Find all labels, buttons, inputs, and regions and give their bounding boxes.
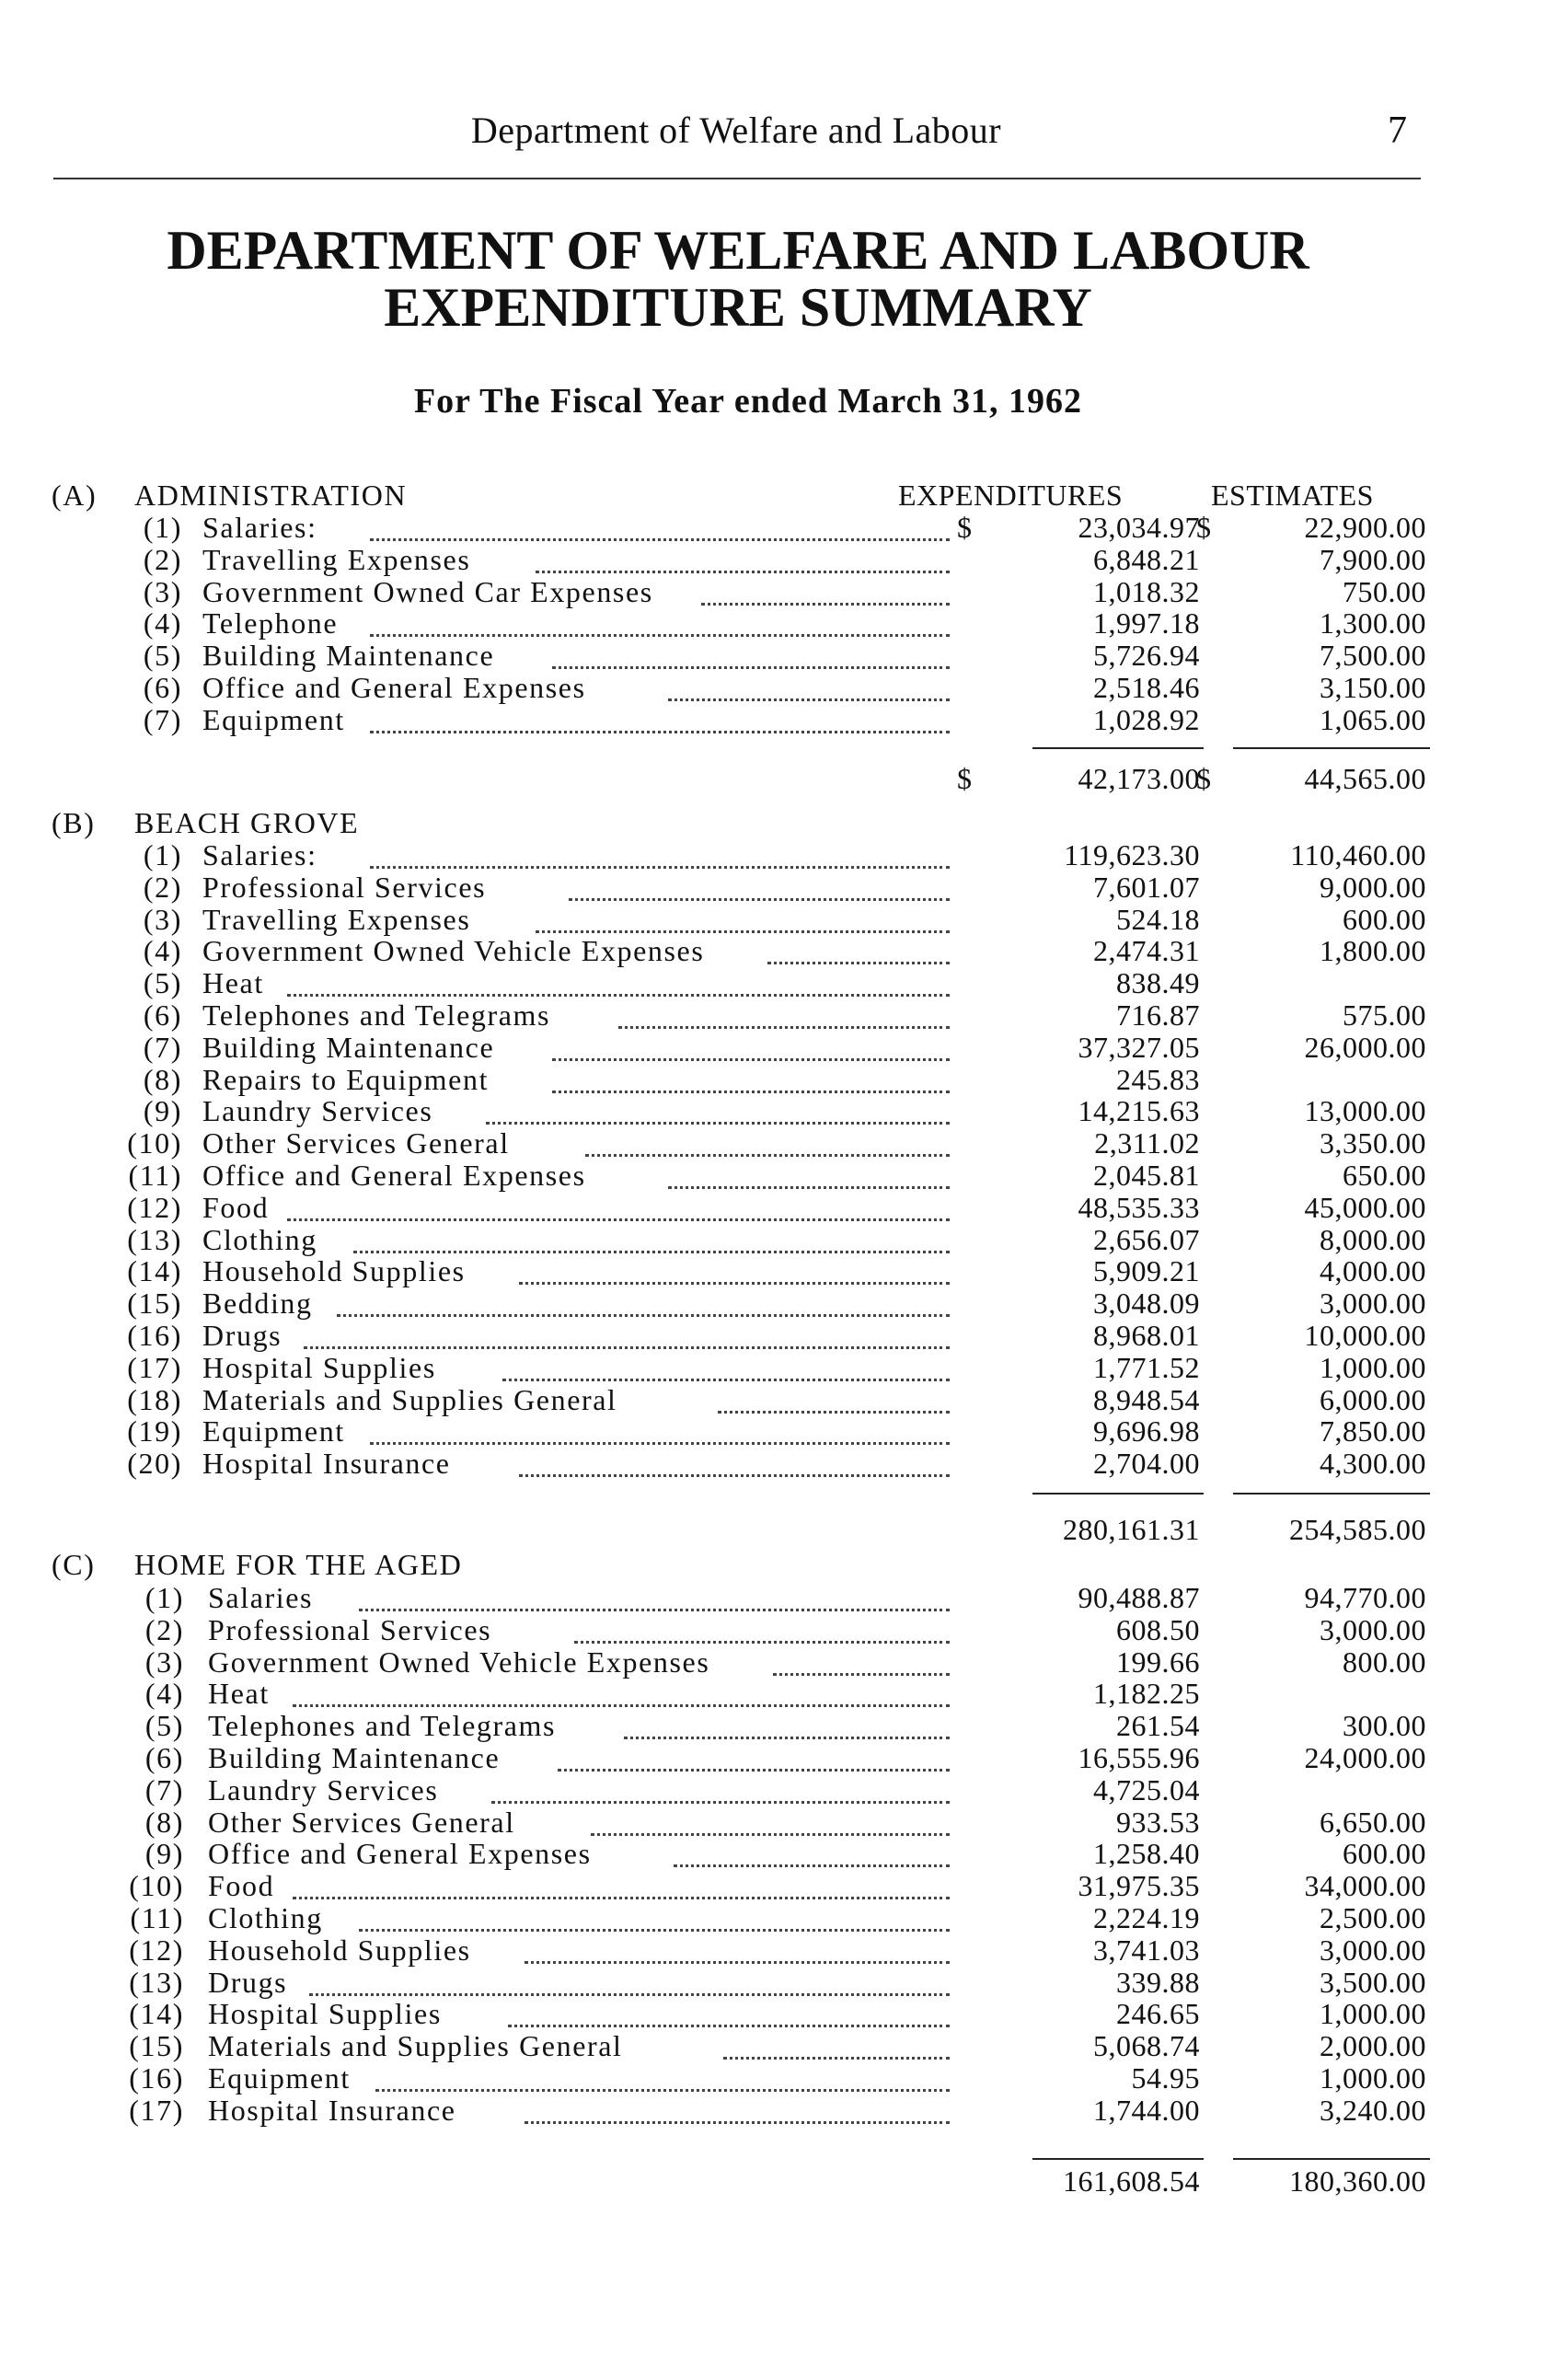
item-number: (7) xyxy=(143,1030,182,1064)
table-row xyxy=(0,903,1568,936)
table-row xyxy=(0,2061,1568,2095)
estimate-value: 2,500.00 xyxy=(1320,1901,1426,1934)
table-row xyxy=(0,871,1568,904)
item-number: (2) xyxy=(143,542,182,576)
table-row xyxy=(0,1287,1568,1320)
item-number: (17) xyxy=(127,1350,182,1384)
expenditure-value: 54.95 xyxy=(1131,2061,1200,2095)
table-row xyxy=(0,1063,1568,1096)
table-row xyxy=(0,1319,1568,1352)
table-row xyxy=(0,1806,1568,1839)
estimate-value: 26,000.00 xyxy=(1304,1030,1426,1064)
item-number: (10) xyxy=(129,1869,184,1903)
section-name: BEACH GROVE xyxy=(134,806,360,839)
dot-leader xyxy=(287,975,950,997)
dot-leader xyxy=(293,1686,950,1707)
table-row xyxy=(0,1254,1568,1287)
item-description: Hospital Supplies xyxy=(202,1350,436,1384)
item-description: Clothing xyxy=(208,1901,323,1934)
estimate-value: 1,000.00 xyxy=(1320,1350,1426,1384)
expenditure-value: 245.83 xyxy=(1116,1062,1200,1096)
expenditure-value: 524.18 xyxy=(1116,902,1200,936)
dot-leader xyxy=(585,1136,950,1157)
expenditure-value: 37,327.05 xyxy=(1078,1030,1200,1064)
expenditure-value: 5,068.74 xyxy=(1093,2029,1200,2063)
item-number: (9) xyxy=(144,1837,184,1871)
currency-symbol: $ xyxy=(957,511,974,544)
expenditure-value: 1,771.52 xyxy=(1093,1350,1200,1384)
estimate-value: 34,000.00 xyxy=(1304,1869,1426,1903)
expenditure-value: 3,741.03 xyxy=(1093,1933,1200,1967)
column-header-estimates: ESTIMATES xyxy=(1211,479,1374,512)
item-number: (5) xyxy=(144,1709,184,1743)
estimate-value: 7,500.00 xyxy=(1320,639,1426,673)
section-header xyxy=(0,1548,1568,1581)
table-row xyxy=(0,1223,1568,1256)
item-description: Hospital Insurance xyxy=(202,1447,451,1481)
item-number: (6) xyxy=(144,1741,184,1774)
expenditure-value: 14,215.63 xyxy=(1078,1094,1200,1128)
expenditure-value: 5,726.94 xyxy=(1093,639,1200,673)
running-title: Department of Welfare and Labour xyxy=(470,110,1002,151)
table-row xyxy=(0,838,1568,871)
estimate-value: 10,000.00 xyxy=(1304,1319,1426,1352)
section-letter: (C) xyxy=(52,1548,96,1581)
dot-leader xyxy=(287,1200,950,1221)
total-rule-estimates xyxy=(1233,2158,1430,2160)
section-total-estimates: 254,585.00 xyxy=(1289,1513,1426,1546)
section-letter: (B) xyxy=(52,806,96,839)
dot-leader xyxy=(491,1783,950,1804)
estimate-value: 650.00 xyxy=(1343,1159,1426,1192)
dot-leader xyxy=(519,1456,950,1477)
item-number: (14) xyxy=(127,1254,182,1288)
table-row xyxy=(0,1837,1568,1870)
estimate-value: 13,000.00 xyxy=(1304,1094,1426,1128)
estimate-value: 8,000.00 xyxy=(1320,1222,1426,1256)
estimate-value: 1,000.00 xyxy=(1320,1997,1426,2031)
section-total-row xyxy=(0,2164,1568,2198)
dot-leader xyxy=(486,1103,950,1125)
item-number: (3) xyxy=(144,1645,184,1679)
table-row xyxy=(0,1709,1568,1742)
dot-leader xyxy=(304,1328,950,1349)
expenditure-value: 1,182.25 xyxy=(1093,1677,1200,1711)
dot-leader xyxy=(353,1232,950,1253)
item-description: Hospital Insurance xyxy=(208,2093,456,2127)
estimate-value: 1,800.00 xyxy=(1320,934,1426,968)
dot-leader xyxy=(723,2038,950,2060)
item-description: Equipment xyxy=(202,702,345,736)
expenditure-value: 6,848.21 xyxy=(1093,542,1200,576)
column-header-expenditures: EXPENDITURES xyxy=(898,479,1124,512)
estimate-value: 6,650.00 xyxy=(1320,1805,1426,1839)
estimate-value: 3,500.00 xyxy=(1320,1965,1426,1999)
dot-leader xyxy=(508,2006,950,2027)
estimate-value: 1,300.00 xyxy=(1320,606,1426,641)
table-row xyxy=(0,1677,1568,1710)
section-total-row xyxy=(0,1513,1568,1546)
table-row xyxy=(0,606,1568,640)
item-description: Office and General Expenses xyxy=(208,1837,592,1871)
table-row xyxy=(0,2029,1568,2062)
expenditure-value: 5,909.21 xyxy=(1093,1254,1200,1288)
expenditure-value: 9,696.98 xyxy=(1093,1414,1200,1448)
item-number: (13) xyxy=(129,1965,184,1999)
item-number: (18) xyxy=(127,1382,182,1416)
estimate-value: 600.00 xyxy=(1343,902,1426,936)
table-row xyxy=(0,1094,1568,1127)
item-number: (1) xyxy=(143,511,182,544)
item-number: (5) xyxy=(143,966,182,1000)
section-letter: (A) xyxy=(52,479,98,512)
estimate-value: 4,000.00 xyxy=(1320,1254,1426,1288)
item-description: Clothing xyxy=(202,1222,317,1256)
estimate-value: 3,000.00 xyxy=(1320,1287,1426,1321)
table-row xyxy=(0,639,1568,672)
dot-leader xyxy=(337,1296,950,1317)
item-number: (12) xyxy=(127,1190,182,1224)
expenditure-value: 1,258.40 xyxy=(1093,1837,1200,1871)
section-name: ADMINISTRATION xyxy=(134,479,408,512)
dot-leader xyxy=(375,2071,950,2092)
dot-leader xyxy=(519,1264,950,1285)
dot-leader xyxy=(624,1718,950,1739)
estimate-value: 750.00 xyxy=(1343,574,1426,608)
estimate-value: 600.00 xyxy=(1343,1837,1426,1871)
table-row xyxy=(0,1351,1568,1384)
estimate-value: 24,000.00 xyxy=(1304,1741,1426,1774)
table-row xyxy=(0,1645,1568,1679)
dot-leader xyxy=(674,1846,950,1867)
dot-leader xyxy=(668,1168,950,1189)
dot-leader xyxy=(359,1590,950,1611)
section-total-row xyxy=(0,762,1568,795)
item-number: (16) xyxy=(129,2061,184,2095)
table-row xyxy=(0,2094,1568,2127)
expenditure-value: 339.88 xyxy=(1116,1965,1200,1999)
section-name: HOME FOR THE AGED xyxy=(134,1548,463,1581)
dot-leader xyxy=(574,1622,950,1644)
dot-leader xyxy=(525,1943,950,1964)
item-description: Food xyxy=(202,1190,270,1224)
item-number: (1) xyxy=(143,838,182,871)
item-number: (11) xyxy=(130,1901,184,1934)
item-description: Other Services General xyxy=(208,1805,515,1839)
item-description: Heat xyxy=(208,1677,270,1711)
item-number: (6) xyxy=(143,998,182,1032)
item-description: Repairs to Equipment xyxy=(202,1062,490,1096)
dot-leader xyxy=(370,520,950,541)
item-number: (7) xyxy=(143,702,182,736)
item-description: Telephones and Telegrams xyxy=(208,1709,557,1743)
item-number: (12) xyxy=(129,1933,184,1967)
total-rule-expenditures xyxy=(1032,1493,1204,1495)
table-row xyxy=(0,1191,1568,1224)
item-description: Building Maintenance xyxy=(202,639,495,673)
item-number: (3) xyxy=(143,902,182,936)
table-row xyxy=(0,575,1568,608)
table-row xyxy=(0,966,1568,999)
expenditure-value: 2,656.07 xyxy=(1093,1222,1200,1256)
estimate-value: 110,460.00 xyxy=(1290,838,1426,871)
item-description: Building Maintenance xyxy=(208,1741,501,1774)
expenditure-value: 1,028.92 xyxy=(1093,702,1200,736)
main-title-line-2: EXPENDITURE SUMMARY xyxy=(384,277,1092,338)
item-number: (20) xyxy=(127,1447,182,1481)
table-row xyxy=(0,703,1568,736)
estimate-value: 22,900.00 xyxy=(1304,511,1426,544)
item-description: Household Supplies xyxy=(208,1933,471,1967)
item-number: (15) xyxy=(127,1287,182,1321)
item-description: Household Supplies xyxy=(202,1254,466,1288)
expenditure-value: 2,311.02 xyxy=(1094,1126,1200,1160)
item-number: (5) xyxy=(143,639,182,673)
dot-leader xyxy=(767,943,950,964)
main-title-line-1: DEPARTMENT OF WELFARE AND LABOUR xyxy=(167,220,1309,281)
item-description: Drugs xyxy=(202,1319,282,1352)
dot-leader xyxy=(668,680,950,701)
estimate-value: 7,900.00 xyxy=(1320,542,1426,576)
table-row xyxy=(0,1933,1568,1967)
dot-leader xyxy=(370,616,950,637)
estimate-value: 94,770.00 xyxy=(1304,1581,1426,1614)
section-header xyxy=(0,479,1568,512)
expenditure-value: 119,623.30 xyxy=(1064,838,1200,871)
item-number: (2) xyxy=(144,1612,184,1646)
item-description: Laundry Services xyxy=(202,1094,433,1128)
total-rule-estimates xyxy=(1233,1493,1430,1495)
expenditure-value: 716.87 xyxy=(1116,998,1200,1032)
expenditure-value: 7,601.07 xyxy=(1093,870,1200,904)
table-row xyxy=(0,1126,1568,1160)
expenditure-value: 48,535.33 xyxy=(1078,1190,1200,1224)
dot-leader xyxy=(502,1360,950,1381)
table-row xyxy=(0,1414,1568,1448)
item-number: (7) xyxy=(144,1772,184,1806)
estimate-value: 2,000.00 xyxy=(1320,2029,1426,2063)
section-total-expenditures: 280,161.31 xyxy=(1063,1513,1200,1546)
item-description: Equipment xyxy=(202,1414,345,1448)
item-description: Bedding xyxy=(202,1287,313,1321)
expenditure-value: 31,975.35 xyxy=(1078,1869,1200,1903)
currency-symbol: $ xyxy=(1196,762,1213,795)
estimate-value: 575.00 xyxy=(1343,998,1426,1032)
item-description: Travelling Expenses xyxy=(202,902,471,936)
table-row xyxy=(0,511,1568,544)
item-number: (16) xyxy=(127,1319,182,1352)
table-row xyxy=(0,1966,1568,1999)
table-row xyxy=(0,1997,1568,2030)
section-total-expenditures: 161,608.54 xyxy=(1063,2164,1200,2198)
table-row xyxy=(0,671,1568,704)
item-description: Salaries: xyxy=(202,838,317,871)
item-description: Government Owned Car Expenses xyxy=(202,574,653,608)
dot-leader xyxy=(525,2103,950,2124)
item-description: Other Services General xyxy=(202,1126,510,1160)
dot-leader xyxy=(370,848,950,869)
item-number: (10) xyxy=(127,1126,182,1160)
table-row xyxy=(0,1383,1568,1416)
dot-leader xyxy=(536,552,950,573)
estimate-value: 4,300.00 xyxy=(1320,1447,1426,1481)
item-number: (2) xyxy=(143,870,182,904)
item-description: Telephones and Telegrams xyxy=(202,998,551,1032)
estimate-value: 3,000.00 xyxy=(1320,1933,1426,1967)
item-number: (8) xyxy=(143,1062,182,1096)
table-row xyxy=(0,1447,1568,1480)
dot-leader xyxy=(552,1040,950,1061)
item-number: (9) xyxy=(143,1094,182,1128)
expenditure-value: 261.54 xyxy=(1116,1709,1200,1743)
expenditure-value: 2,224.19 xyxy=(1093,1901,1200,1934)
expenditure-value: 2,045.81 xyxy=(1093,1159,1200,1192)
expenditure-value: 838.49 xyxy=(1116,966,1200,1000)
estimate-value: 1,065.00 xyxy=(1320,702,1426,736)
item-description: Professional Services xyxy=(208,1612,492,1646)
dot-leader xyxy=(718,1392,950,1414)
estimate-value: 9,000.00 xyxy=(1320,870,1426,904)
item-description: Heat xyxy=(202,966,264,1000)
item-number: (4) xyxy=(144,1677,184,1711)
item-description: Travelling Expenses xyxy=(202,542,471,576)
item-description: Equipment xyxy=(208,2061,351,2095)
expenditure-value: 246.65 xyxy=(1116,1997,1200,2031)
item-description: Laundry Services xyxy=(208,1772,439,1806)
estimate-value: 3,240.00 xyxy=(1320,2093,1426,2127)
table-row xyxy=(0,1159,1568,1192)
item-number: (6) xyxy=(143,671,182,704)
section-total-estimates: 44,565.00 xyxy=(1304,762,1426,795)
expenditure-value: 8,948.54 xyxy=(1093,1382,1200,1416)
item-number: (1) xyxy=(144,1581,184,1614)
dot-leader xyxy=(552,648,950,669)
currency-symbol: $ xyxy=(1196,511,1213,544)
expenditure-value: 1,744.00 xyxy=(1093,2093,1200,2127)
item-description: Building Maintenance xyxy=(202,1030,495,1064)
total-rule-estimates xyxy=(1233,747,1430,749)
expenditure-value: 16,555.96 xyxy=(1078,1741,1200,1774)
dot-leader xyxy=(773,1655,950,1676)
dot-leader xyxy=(370,1424,950,1445)
subtitle: For The Fiscal Year ended March 31, 1962 xyxy=(413,382,1083,421)
item-description: Materials and Supplies General xyxy=(202,1382,617,1416)
expenditure-value: 933.53 xyxy=(1116,1805,1200,1839)
estimate-value: 1,000.00 xyxy=(1320,2061,1426,2095)
estimate-value: 3,000.00 xyxy=(1320,1612,1426,1646)
item-description: Hospital Supplies xyxy=(208,1997,442,2031)
dot-leader xyxy=(370,712,950,733)
estimate-value: 6,000.00 xyxy=(1320,1382,1426,1416)
dot-leader xyxy=(309,1975,950,1996)
expenditure-value: 2,518.46 xyxy=(1093,671,1200,704)
table-row xyxy=(0,998,1568,1032)
item-number: (4) xyxy=(143,934,182,968)
item-description: Food xyxy=(208,1869,275,1903)
item-number: (4) xyxy=(143,606,182,641)
dot-leader xyxy=(618,1008,950,1029)
expenditure-value: 2,704.00 xyxy=(1093,1447,1200,1481)
item-description: Office and General Expenses xyxy=(202,1159,586,1192)
table-row xyxy=(0,1869,1568,1902)
expenditure-value: 90,488.87 xyxy=(1078,1581,1200,1614)
dot-leader xyxy=(552,1072,950,1093)
total-rule-expenditures xyxy=(1032,747,1204,749)
item-description: Salaries: xyxy=(202,511,317,544)
dot-leader xyxy=(293,1878,950,1899)
estimate-value: 7,850.00 xyxy=(1320,1414,1426,1448)
table-row xyxy=(0,1031,1568,1064)
table-row xyxy=(0,543,1568,576)
item-number: (11) xyxy=(128,1159,182,1192)
item-description: Government Owned Vehicle Expenses xyxy=(208,1645,710,1679)
estimate-value: 800.00 xyxy=(1343,1645,1426,1679)
item-number: (14) xyxy=(129,1997,184,2031)
expenditure-value: 4,725.04 xyxy=(1093,1772,1200,1806)
item-description: Materials and Supplies General xyxy=(208,2029,623,2063)
page-number: 7 xyxy=(1388,110,1407,152)
expenditure-value: 1,997.18 xyxy=(1093,606,1200,641)
section-total-estimates: 180,360.00 xyxy=(1289,2164,1426,2198)
dot-leader xyxy=(701,584,950,606)
expenditure-value: 8,968.01 xyxy=(1093,1319,1200,1352)
expenditure-value: 199.66 xyxy=(1116,1645,1200,1679)
section-total-expenditures: 42,173.00 xyxy=(1078,762,1200,795)
header-rule xyxy=(53,178,1421,179)
item-number: (17) xyxy=(129,2093,184,2127)
currency-symbol: $ xyxy=(957,762,974,795)
section-header xyxy=(0,806,1568,839)
item-description: Government Owned Vehicle Expenses xyxy=(202,934,705,968)
expenditure-value: 3,048.09 xyxy=(1093,1287,1200,1321)
estimate-value: 45,000.00 xyxy=(1304,1190,1426,1224)
estimate-value: 3,150.00 xyxy=(1320,671,1426,704)
item-description: Salaries xyxy=(208,1581,314,1614)
item-description: Professional Services xyxy=(202,870,487,904)
table-row xyxy=(0,1901,1568,1934)
expenditure-value: 2,474.31 xyxy=(1093,934,1200,968)
item-number: (8) xyxy=(144,1805,184,1839)
item-number: (13) xyxy=(127,1222,182,1256)
running-header xyxy=(0,109,1568,164)
item-number: (3) xyxy=(143,574,182,608)
estimate-value: 300.00 xyxy=(1343,1709,1426,1743)
total-rule-expenditures xyxy=(1032,2158,1204,2160)
dot-leader xyxy=(536,912,950,933)
item-number: (19) xyxy=(127,1414,182,1448)
table-row xyxy=(0,1741,1568,1774)
expenditure-value: 23,034.97 xyxy=(1078,511,1200,544)
item-description: Office and General Expenses xyxy=(202,671,586,704)
dot-leader xyxy=(558,1750,950,1772)
table-row xyxy=(0,934,1568,967)
expenditure-value: 608.50 xyxy=(1116,1612,1200,1646)
item-number: (15) xyxy=(129,2029,184,2063)
estimate-value: 3,350.00 xyxy=(1320,1126,1426,1160)
dot-leader xyxy=(591,1815,950,1836)
dot-leader xyxy=(569,880,950,901)
item-description: Telephone xyxy=(202,606,339,641)
table-row xyxy=(0,1773,1568,1806)
table-row xyxy=(0,1613,1568,1646)
table-row xyxy=(0,1581,1568,1614)
item-description: Drugs xyxy=(208,1965,288,1999)
dot-leader xyxy=(359,1910,950,1932)
expenditure-value: 1,018.32 xyxy=(1093,574,1200,608)
